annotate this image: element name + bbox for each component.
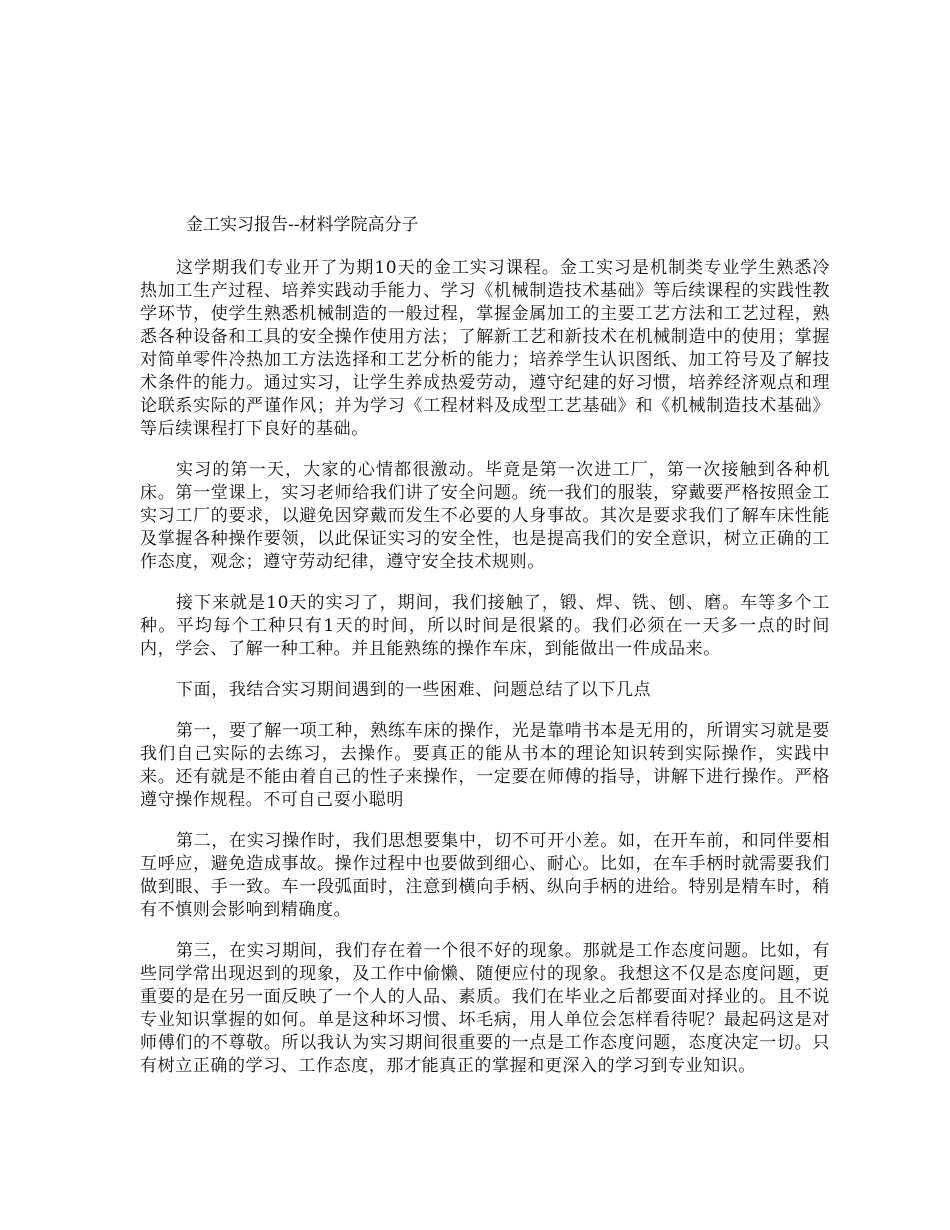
paragraph-point-two: 第二，在实习操作时，我们思想要集中，切不可开小差。如，在开车前，和同伴要相互呼应，避免造成事故。操作过程中也要做到细心、耐心。比如，在车手柄时就需要我们做到眼、手一致。车一段弧面时，注意到横向手柄、纵向手柄的进给。特别是精车时，稍有不慎则会影响到精确度。 [140,831,830,920]
paragraph-point-one: 第一，要了解一项工种，熟练车床的操作，光是靠啃书本是无用的，所谓实习就是要我们自己实际的去练习，去操作。要真正的能从书本的理论知识转到实际操作，实践中来。还有就是不能由着自己的性子来操作，一定要在师傅的指导，讲解下进行操作。严格遵守操作规程。不可自己耍小聪明 [140,721,830,810]
paragraph-ten-days: 接下来就是10天的实习了，期间，我们接触了，锻、焊、铣、刨、磨。车等多个工种。平均每个工种只有1天的时间，所以时间是很紧的。我们必须在一天多一点的时间内，学会、了解一种工种。并且能熟练的操作车床，到能做出一件成品来。 [140,593,830,659]
document-title: 金工实习报告--材料学院高分子 [186,215,419,235]
paragraph-summary-intro: 下面，我结合实习期间遇到的一些困难、问题总结了以下几点 [176,680,652,700]
paragraph-first-day: 实习的第一天，大家的心情都很激动。毕竟是第一次进工厂，第一次接触到各种机床。第一堂课上，实习老师给我们讲了安全问题。统一我们的服装，穿戴要严格按照金工实习工厂的要求，以避免因穿戴而发生不必要的人身事故。其次是要求我们了解车床性能及掌握各种操作要领，以此保证实习的安全性，也是提高我们的安全意识，树立正确的工作态度，观念；遵守劳动纪律，遵守安全技术规则。 [140,460,830,572]
paragraph-point-three: 第三，在实习期间，我们存在着一个很不好的现象。那就是工作态度问题。比如，有些同学常出现迟到的现象，及工作中偷懒、随便应付的现象。我想这不仅是态度问题，更重要的是在另一面反映了一个人的人品、素质。我们在毕业之后都要面对择业的。且不说专业知识掌握的如何。单是这种坏习惯、坏毛病，用人单位会怎样看待呢？最起码这是对师傅们的不尊敬。所以我认为实习期间很重要的一点是工作态度问题，态度决定一切。只有树立正确的学习、工作态度，那才能真正的掌握和更深入的学习到专业知识。 [140,941,830,1076]
document-page [140,214,830,1096]
paragraph-intro: 这学期我们专业开了为期10天的金工实习课程。金工实习是机制类专业学生熟悉冷热加工生产过程、培养实践动手能力、学习《机械制造技术基础》等后续课程的实践性教学环节，使学生熟悉机械制造的一般过程，掌握金属加工的主要工艺方法和工艺过程，熟悉各种设备和工具的安全操作使用方法；了解新工艺和新技术在机械制造中的使用；掌握对简单零件冷热加工方法选择和工艺分析的能力；培养学生认识图纸、加工符号及了解技术条件的能力。通过实习，让学生养成热爱劳动，遵守纪建的好习惯，培养经济观点和理论联系实际的严谨作风；并为学习《工程材料及成型工艺基础》和《机械制造技术基础》等后续课程打下良好的基础。 [140,258,830,439]
